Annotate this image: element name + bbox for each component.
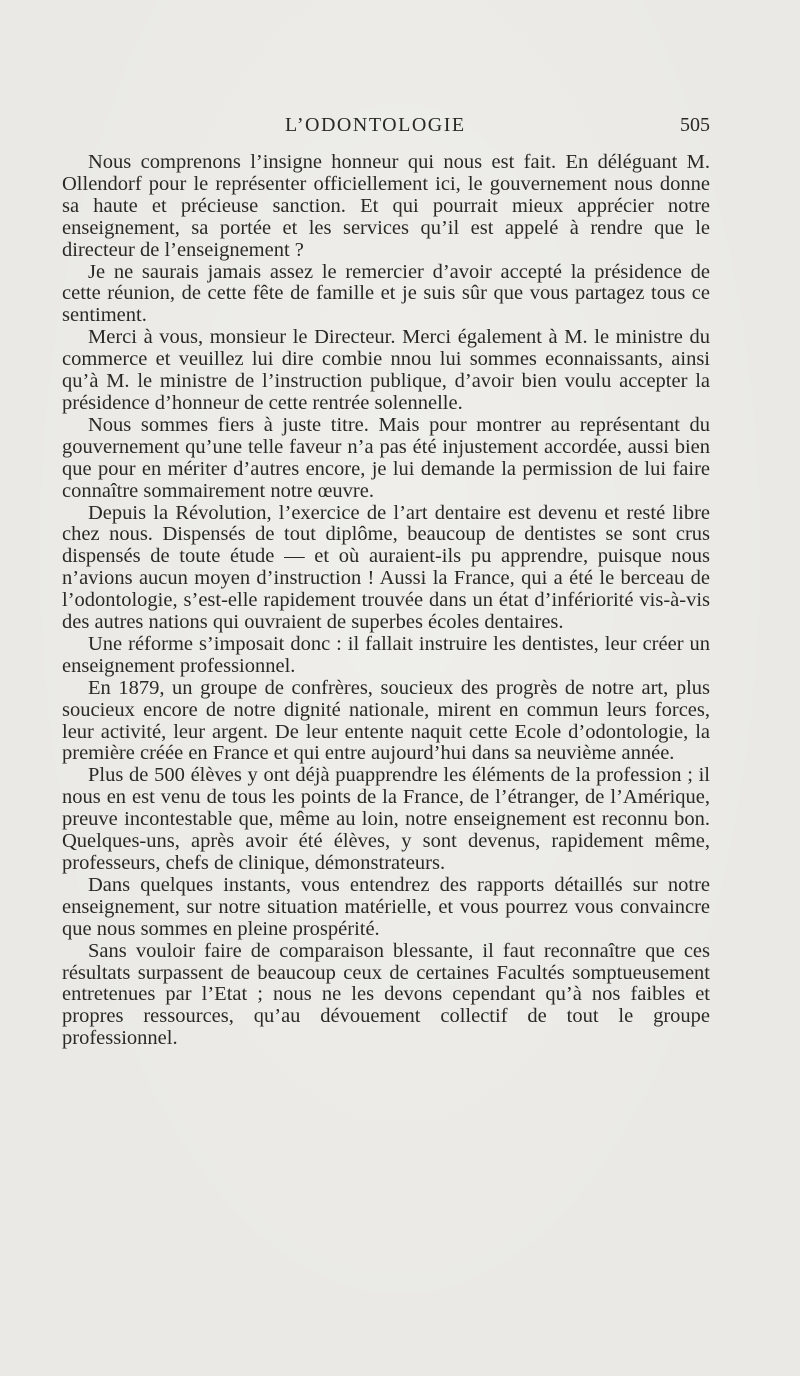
paragraph-10: Sans vouloir faire de comparaison blessante, il faut reconnaître que ces résultats surpassent de beaucoup ceux de certaines Facultés somptueusement entretenues par l’Etat ; nous ne les devons cependant qu’à nos faibles et propres ressources, qu’au dévouement collectif de tout le groupe professionnel. bbox=[62, 939, 710, 1050]
paragraph-2: Je ne saurais jamais assez le remercier d’avoir accepté la présidence de cette réunion, de cette fête de famille et je suis sûr que vous partagez tous ce sentiment. bbox=[62, 260, 710, 327]
running-head bbox=[60, 114, 710, 144]
paragraph-1: Nous comprenons l’insigne honneur qui nous est fait. En déléguant M. Ollendorf pour le représenter officiellement ici, le gouvernement nous donne sa haute et précieuse sanction. Et qui pourrait mieux apprécier notre enseignement, sa portée et les services qu’il est appelé à rendre que le directeur de l’enseignement ? bbox=[62, 151, 710, 261]
paragraph-8: Plus de 500 élèves y ont déjà puapprendre les éléments de la profession ; il nous en est venu de tous les points de la France, de l’étranger, de l’Amérique, preuve incontestable que, même au loin, notre enseignement est reconnu bon. Quelques-uns, après avoir été élèves, y sont devenus, rapidement même, professeurs, chefs de clinique, démonstrateurs. bbox=[62, 764, 710, 874]
page-number: 505 bbox=[680, 114, 710, 136]
body-text bbox=[62, 152, 710, 1050]
paragraph-4: Nous sommes fiers à juste titre. Mais pour montrer au représentant du gouvernement qu’une telle faveur n’a pas été injustement accordée, aussi bien que pour en mériter d’autres encore, je lui demande la permission de lui faire connaître sommairement notre œuvre. bbox=[62, 413, 710, 502]
journal-title: L’ODONTOLOGIE bbox=[285, 114, 466, 136]
paragraph-3: Merci à vous, monsieur le Directeur. Merci également à M. le ministre du commerce et veuillez lui dire combie nnou lui sommes econnaissants, ainsi qu’à M. le ministre de l’instruction publique, d’avoir bien voulu accepter la présidence d’honneur de cette rentrée solennelle. bbox=[62, 326, 710, 414]
paragraph-5: Depuis la Révolution, l’exercice de l’art dentaire est devenu et resté libre chez nous. Dispensés de tout diplôme, beaucoup de dentistes se sont crus dispensés de toute étude — et où auraient-ils pu apprendre, puisque nous n’avions aucun moyen d’instruction ! Aussi la France, qui a été le berceau de l’odontologie, s’est-elle rapidement trouvée dans un état d’infériorité vis-à-vis des autres nations qui ouvraient de superbes écoles dentaires. bbox=[62, 501, 710, 634]
paragraph-7: En 1879, un groupe de confrères, soucieux des progrès de notre art, plus soucieux encore de notre dignité nationale, mirent en commun leurs forces, leur activité, leur argent. De leur entente naquit cette Ecole d’odontologie, la première créée en France et qui entre aujourd’hui dans sa neuvième année. bbox=[62, 676, 710, 765]
paragraph-6: Une réforme s’imposait donc : il fallait instruire les dentistes, leur créer un enseignement professionnel. bbox=[62, 632, 710, 677]
paragraph-9: Dans quelques instants, vous entendrez des rapports détaillés sur notre enseignement, sur notre situation matérielle, et vous pourrez vous convaincre que nous sommes en pleine prospérité. bbox=[62, 873, 710, 940]
